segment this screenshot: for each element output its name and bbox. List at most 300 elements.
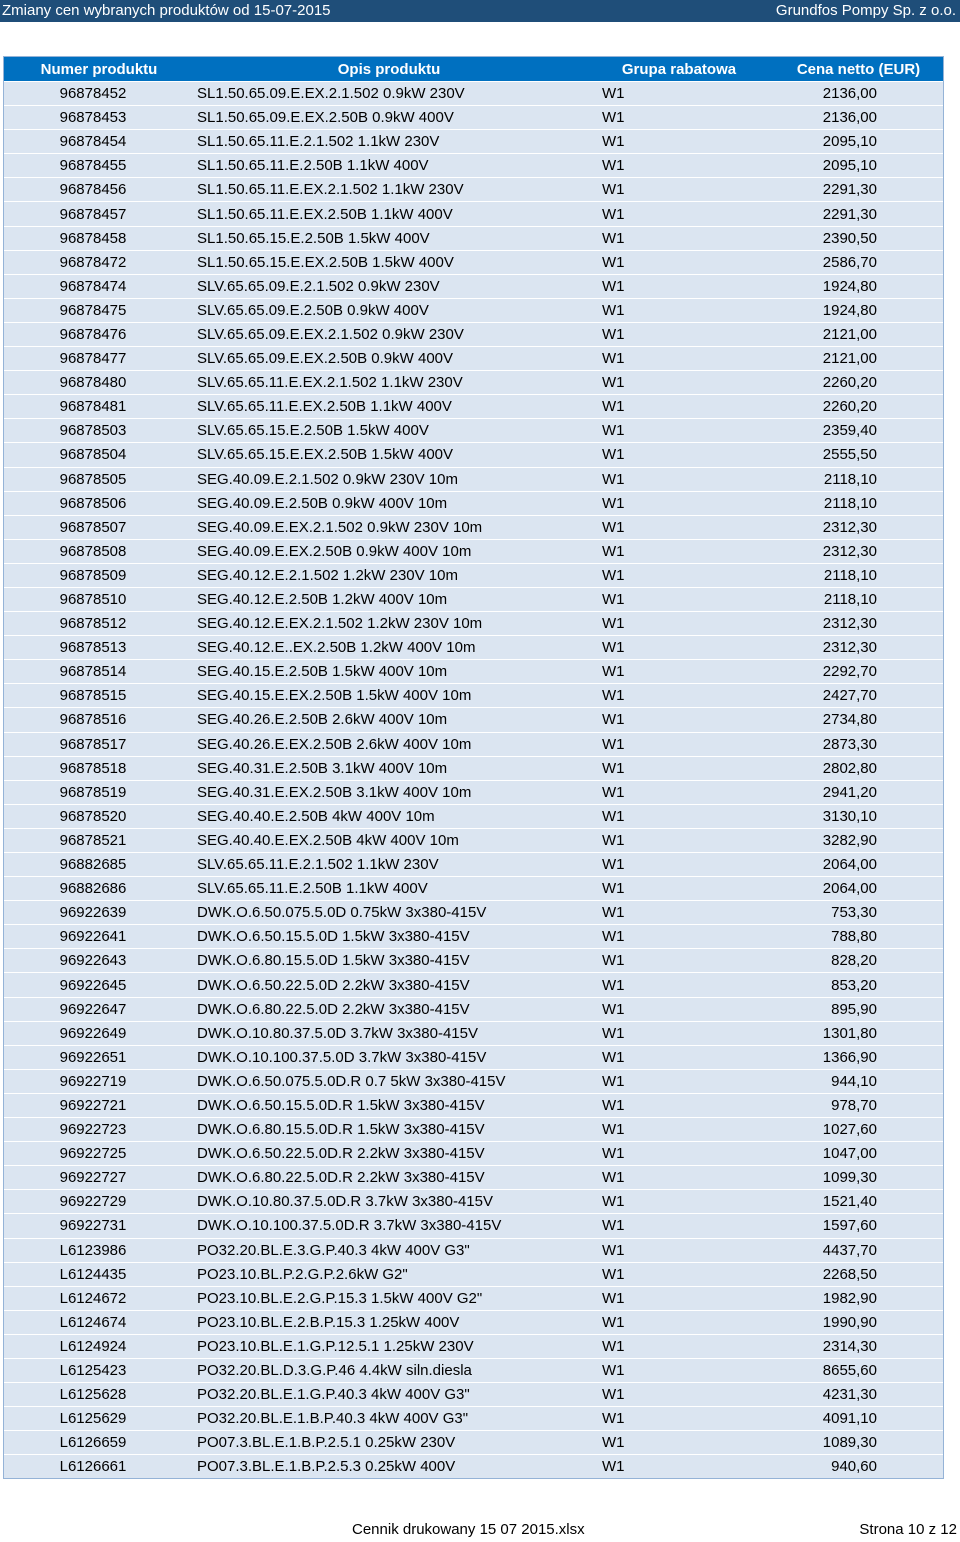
table-row bbox=[4, 587, 943, 611]
product-number-cell: 96878515 bbox=[4, 684, 194, 708]
price-cell: 2359,40 bbox=[774, 419, 943, 443]
product-number-cell: 96922643 bbox=[4, 949, 194, 973]
product-number-cell: 96878453 bbox=[4, 106, 194, 130]
product-number-cell: 96878520 bbox=[4, 804, 194, 828]
price-cell: 4231,30 bbox=[774, 1383, 943, 1407]
product-number-cell: L6124435 bbox=[4, 1262, 194, 1286]
price-cell: 2136,00 bbox=[774, 82, 943, 106]
price-cell: 1924,80 bbox=[774, 298, 943, 322]
discount-group-cell: W1 bbox=[584, 1286, 774, 1310]
price-cell: 2136,00 bbox=[774, 106, 943, 130]
description-cell: SEG.40.09.E.2.50B 0.9kW 400V 10m bbox=[194, 491, 584, 515]
price-cell: 2118,10 bbox=[774, 587, 943, 611]
description-cell: SL1.50.65.11.E.EX.2.50B 1.1kW 400V bbox=[194, 202, 584, 226]
table-row bbox=[4, 901, 943, 925]
discount-group-cell: W1 bbox=[584, 515, 774, 539]
price-cell: 2064,00 bbox=[774, 877, 943, 901]
price-cell: 1099,30 bbox=[774, 1166, 943, 1190]
table-row bbox=[4, 1455, 943, 1479]
discount-group-cell: W1 bbox=[584, 347, 774, 371]
discount-group-cell: W1 bbox=[584, 1214, 774, 1238]
table-body bbox=[4, 82, 943, 1479]
product-number-cell: 96922645 bbox=[4, 973, 194, 997]
description-cell: SL1.50.65.09.E.EX.2.50B 0.9kW 400V bbox=[194, 106, 584, 130]
discount-group-cell: W1 bbox=[584, 1069, 774, 1093]
discount-group-cell: W1 bbox=[584, 419, 774, 443]
product-number-cell: 96878475 bbox=[4, 298, 194, 322]
table-row bbox=[4, 1045, 943, 1069]
price-cell: 1924,80 bbox=[774, 274, 943, 298]
discount-group-cell: W1 bbox=[584, 82, 774, 106]
file-name: Cennik drukowany 15 07 2015.xlsx bbox=[352, 1521, 585, 1538]
table-row bbox=[4, 154, 943, 178]
discount-group-cell: W1 bbox=[584, 612, 774, 636]
product-number-cell: 96878509 bbox=[4, 563, 194, 587]
column-header-discount-group: Grupa rabatowa bbox=[584, 57, 774, 82]
table-row bbox=[4, 1021, 943, 1045]
discount-group-cell: W1 bbox=[584, 563, 774, 587]
price-cell: 2586,70 bbox=[774, 250, 943, 274]
product-number-cell: 96878514 bbox=[4, 660, 194, 684]
product-number-cell: 96922731 bbox=[4, 1214, 194, 1238]
table-row bbox=[4, 1334, 943, 1358]
table-row bbox=[4, 226, 943, 250]
description-cell: DWK.O.10.100.37.5.0D 3.7kW 3x380-415V bbox=[194, 1045, 584, 1069]
column-header-description: Opis produktu bbox=[194, 57, 584, 82]
discount-group-cell: W1 bbox=[584, 925, 774, 949]
price-cell: 2095,10 bbox=[774, 154, 943, 178]
table-row bbox=[4, 1262, 943, 1286]
discount-group-cell: W1 bbox=[584, 1045, 774, 1069]
price-cell: 2291,30 bbox=[774, 178, 943, 202]
product-number-cell: L6126659 bbox=[4, 1431, 194, 1455]
description-cell: DWK.O.6.50.15.5.0D 1.5kW 3x380-415V bbox=[194, 925, 584, 949]
table-row bbox=[4, 443, 943, 467]
description-cell: DWK.O.10.80.37.5.0D 3.7kW 3x380-415V bbox=[194, 1021, 584, 1045]
discount-group-cell: W1 bbox=[584, 684, 774, 708]
column-header-net-price: Cena netto (EUR) bbox=[774, 57, 943, 82]
table-header-row bbox=[4, 57, 943, 82]
price-cell: 2118,10 bbox=[774, 563, 943, 587]
discount-group-cell: W1 bbox=[584, 226, 774, 250]
price-cell: 1089,30 bbox=[774, 1431, 943, 1455]
product-number-cell: 96922649 bbox=[4, 1021, 194, 1045]
description-cell: SL1.50.65.11.E.2.50B 1.1kW 400V bbox=[194, 154, 584, 178]
description-cell: SEG.40.12.E.2.1.502 1.2kW 230V 10m bbox=[194, 563, 584, 587]
description-cell: SLV.65.65.09.E.2.50B 0.9kW 400V bbox=[194, 298, 584, 322]
description-cell: SLV.65.65.09.E.2.1.502 0.9kW 230V bbox=[194, 274, 584, 298]
table-row bbox=[4, 1383, 943, 1407]
table-row bbox=[4, 853, 943, 877]
table-row bbox=[4, 612, 943, 636]
discount-group-cell: W1 bbox=[584, 636, 774, 660]
price-cell: 2121,00 bbox=[774, 347, 943, 371]
product-number-cell: L6124672 bbox=[4, 1286, 194, 1310]
discount-group-cell: W1 bbox=[584, 587, 774, 611]
price-cell: 753,30 bbox=[774, 901, 943, 925]
price-cell: 2734,80 bbox=[774, 708, 943, 732]
product-number-cell: 96922651 bbox=[4, 1045, 194, 1069]
product-number-cell: L6126661 bbox=[4, 1455, 194, 1479]
table-row bbox=[4, 660, 943, 684]
description-cell: PO23.10.BL.E.2.G.P.15.3 1.5kW 400V G2" bbox=[194, 1286, 584, 1310]
discount-group-cell: W1 bbox=[584, 1383, 774, 1407]
product-number-cell: 96878477 bbox=[4, 347, 194, 371]
table-row bbox=[4, 684, 943, 708]
description-cell: SEG.40.40.E.2.50B 4kW 400V 10m bbox=[194, 804, 584, 828]
column-header-product-number: Numer produktu bbox=[4, 57, 194, 82]
product-number-cell: 96878457 bbox=[4, 202, 194, 226]
price-cell: 2555,50 bbox=[774, 443, 943, 467]
product-number-cell: 96878476 bbox=[4, 322, 194, 346]
price-cell: 1047,00 bbox=[774, 1142, 943, 1166]
table-row bbox=[4, 1190, 943, 1214]
description-cell: SEG.40.31.E.EX.2.50B 3.1kW 400V 10m bbox=[194, 780, 584, 804]
description-cell: DWK.O.6.80.15.5.0D 1.5kW 3x380-415V bbox=[194, 949, 584, 973]
company-name: Grundfos Pompy Sp. z o.o. bbox=[775, 2, 956, 19]
description-cell: DWK.O.10.100.37.5.0D.R 3.7kW 3x380-415V bbox=[194, 1214, 584, 1238]
product-number-cell: 96878480 bbox=[4, 371, 194, 395]
discount-group-cell: W1 bbox=[584, 154, 774, 178]
table-row bbox=[4, 467, 943, 491]
table-row bbox=[4, 419, 943, 443]
price-cell: 2312,30 bbox=[774, 539, 943, 563]
product-number-cell: L6124674 bbox=[4, 1310, 194, 1334]
discount-group-cell: W1 bbox=[584, 732, 774, 756]
product-number-cell: 96878474 bbox=[4, 274, 194, 298]
table-row bbox=[4, 1286, 943, 1310]
discount-group-cell: W1 bbox=[584, 877, 774, 901]
description-cell: PO07.3.BL.E.1.B.P.2.5.1 0.25kW 230V bbox=[194, 1431, 584, 1455]
product-number-cell: 96922721 bbox=[4, 1093, 194, 1117]
product-number-cell: 96878516 bbox=[4, 708, 194, 732]
product-number-cell: 96878472 bbox=[4, 250, 194, 274]
product-number-cell: 96922729 bbox=[4, 1190, 194, 1214]
table-row bbox=[4, 539, 943, 563]
product-number-cell: 96878458 bbox=[4, 226, 194, 250]
description-cell: DWK.O.6.80.22.5.0D.R 2.2kW 3x380-415V bbox=[194, 1166, 584, 1190]
table-row bbox=[4, 82, 943, 106]
product-number-cell: 96878508 bbox=[4, 539, 194, 563]
product-number-cell: 96922719 bbox=[4, 1069, 194, 1093]
discount-group-cell: W1 bbox=[584, 443, 774, 467]
discount-group-cell: W1 bbox=[584, 467, 774, 491]
product-number-cell: 96882686 bbox=[4, 877, 194, 901]
product-number-cell: L6125629 bbox=[4, 1407, 194, 1431]
price-cell: 1990,90 bbox=[774, 1310, 943, 1334]
product-number-cell: L6125423 bbox=[4, 1358, 194, 1382]
description-cell: DWK.O.6.50.22.5.0D 2.2kW 3x380-415V bbox=[194, 973, 584, 997]
table-row bbox=[4, 1238, 943, 1262]
product-number-cell: 96922727 bbox=[4, 1166, 194, 1190]
price-cell: 3282,90 bbox=[774, 828, 943, 852]
description-cell: SL1.50.65.15.E.2.50B 1.5kW 400V bbox=[194, 226, 584, 250]
table-row bbox=[4, 949, 943, 973]
table-row bbox=[4, 636, 943, 660]
description-cell: SEG.40.09.E.EX.2.1.502 0.9kW 230V 10m bbox=[194, 515, 584, 539]
discount-group-cell: W1 bbox=[584, 202, 774, 226]
discount-group-cell: W1 bbox=[584, 853, 774, 877]
price-cell: 2314,30 bbox=[774, 1334, 943, 1358]
discount-group-cell: W1 bbox=[584, 1407, 774, 1431]
description-cell: SL1.50.65.11.E.2.1.502 1.1kW 230V bbox=[194, 130, 584, 154]
discount-group-cell: W1 bbox=[584, 322, 774, 346]
description-cell: SL1.50.65.09.E.EX.2.1.502 0.9kW 230V bbox=[194, 82, 584, 106]
table-row bbox=[4, 973, 943, 997]
product-number-cell: 96878512 bbox=[4, 612, 194, 636]
table-row bbox=[4, 491, 943, 515]
discount-group-cell: W1 bbox=[584, 1142, 774, 1166]
discount-group-cell: W1 bbox=[584, 178, 774, 202]
discount-group-cell: W1 bbox=[584, 1238, 774, 1262]
table-row bbox=[4, 371, 943, 395]
discount-group-cell: W1 bbox=[584, 1431, 774, 1455]
price-cell: 2312,30 bbox=[774, 515, 943, 539]
discount-group-cell: W1 bbox=[584, 780, 774, 804]
discount-group-cell: W1 bbox=[584, 371, 774, 395]
table-row bbox=[4, 1142, 943, 1166]
description-cell: PO32.20.BL.E.3.G.P.40.3 4kW 400V G3" bbox=[194, 1238, 584, 1262]
discount-group-cell: W1 bbox=[584, 1021, 774, 1045]
table-row bbox=[4, 563, 943, 587]
price-cell: 2312,30 bbox=[774, 612, 943, 636]
price-cell: 8655,60 bbox=[774, 1358, 943, 1382]
table-row bbox=[4, 804, 943, 828]
discount-group-cell: W1 bbox=[584, 756, 774, 780]
price-cell: 2427,70 bbox=[774, 684, 943, 708]
description-cell: SLV.65.65.11.E.EX.2.50B 1.1kW 400V bbox=[194, 395, 584, 419]
description-cell: SLV.65.65.11.E.2.1.502 1.1kW 230V bbox=[194, 853, 584, 877]
description-cell: DWK.O.6.50.075.5.0D.R 0.7 5kW 3x380-415V bbox=[194, 1069, 584, 1093]
discount-group-cell: W1 bbox=[584, 1166, 774, 1190]
discount-group-cell: W1 bbox=[584, 106, 774, 130]
product-number-cell: 96878518 bbox=[4, 756, 194, 780]
page-header bbox=[0, 0, 960, 22]
table-row bbox=[4, 202, 943, 226]
description-cell: SLV.65.65.11.E.2.50B 1.1kW 400V bbox=[194, 877, 584, 901]
price-cell: 1521,40 bbox=[774, 1190, 943, 1214]
product-number-cell: 96878456 bbox=[4, 178, 194, 202]
discount-group-cell: W1 bbox=[584, 1190, 774, 1214]
description-cell: SEG.40.12.E..EX.2.50B 1.2kW 400V 10m bbox=[194, 636, 584, 660]
table-row bbox=[4, 322, 943, 346]
product-number-cell: 96878507 bbox=[4, 515, 194, 539]
description-cell: SEG.40.12.E.EX.2.1.502 1.2kW 230V 10m bbox=[194, 612, 584, 636]
description-cell: PO32.20.BL.D.3.G.P.46 4.4kW siln.diesla bbox=[194, 1358, 584, 1382]
table-row bbox=[4, 828, 943, 852]
product-number-cell: 96922725 bbox=[4, 1142, 194, 1166]
price-cell: 2118,10 bbox=[774, 491, 943, 515]
price-cell: 1366,90 bbox=[774, 1045, 943, 1069]
table-row bbox=[4, 130, 943, 154]
price-cell: 1597,60 bbox=[774, 1214, 943, 1238]
table-row bbox=[4, 1407, 943, 1431]
product-number-cell: 96922639 bbox=[4, 901, 194, 925]
description-cell: SLV.65.65.15.E.EX.2.50B 1.5kW 400V bbox=[194, 443, 584, 467]
price-cell: 2873,30 bbox=[774, 732, 943, 756]
price-cell: 2268,50 bbox=[774, 1262, 943, 1286]
price-cell: 3130,10 bbox=[774, 804, 943, 828]
description-cell: SEG.40.09.E.EX.2.50B 0.9kW 400V 10m bbox=[194, 539, 584, 563]
description-cell: SL1.50.65.11.E.EX.2.1.502 1.1kW 230V bbox=[194, 178, 584, 202]
discount-group-cell: W1 bbox=[584, 997, 774, 1021]
product-number-cell: 96922647 bbox=[4, 997, 194, 1021]
table-row bbox=[4, 298, 943, 322]
table-row bbox=[4, 1310, 943, 1334]
table-row bbox=[4, 780, 943, 804]
product-number-cell: L6124924 bbox=[4, 1334, 194, 1358]
description-cell: SEG.40.26.E.2.50B 2.6kW 400V 10m bbox=[194, 708, 584, 732]
page-footer bbox=[0, 1519, 960, 1539]
discount-group-cell: W1 bbox=[584, 539, 774, 563]
price-cell: 2291,30 bbox=[774, 202, 943, 226]
discount-group-cell: W1 bbox=[584, 491, 774, 515]
table-row bbox=[4, 708, 943, 732]
description-cell: SL1.50.65.15.E.EX.2.50B 1.5kW 400V bbox=[194, 250, 584, 274]
price-cell: 895,90 bbox=[774, 997, 943, 1021]
product-number-cell: 96878521 bbox=[4, 828, 194, 852]
table-row bbox=[4, 1431, 943, 1455]
discount-group-cell: W1 bbox=[584, 1262, 774, 1286]
description-cell: PO07.3.BL.E.1.B.P.2.5.3 0.25kW 400V bbox=[194, 1455, 584, 1479]
table-row bbox=[4, 106, 943, 130]
price-cell: 788,80 bbox=[774, 925, 943, 949]
description-cell: SEG.40.09.E.2.1.502 0.9kW 230V 10m bbox=[194, 467, 584, 491]
description-cell: PO23.10.BL.E.2.B.P.15.3 1.25kW 400V bbox=[194, 1310, 584, 1334]
discount-group-cell: W1 bbox=[584, 274, 774, 298]
discount-group-cell: W1 bbox=[584, 1093, 774, 1117]
product-number-cell: 96878519 bbox=[4, 780, 194, 804]
discount-group-cell: W1 bbox=[584, 395, 774, 419]
price-table-container bbox=[3, 56, 944, 1479]
product-number-cell: 96878510 bbox=[4, 587, 194, 611]
table-row bbox=[4, 515, 943, 539]
price-cell: 944,10 bbox=[774, 1069, 943, 1093]
price-cell: 2390,50 bbox=[774, 226, 943, 250]
table-row bbox=[4, 250, 943, 274]
table-row bbox=[4, 1118, 943, 1142]
document-title: Zmiany cen wybranych produktów od 15-07-2015 bbox=[2, 2, 331, 19]
product-number-cell: 96922641 bbox=[4, 925, 194, 949]
description-cell: PO32.20.BL.E.1.G.P.40.3 4kW 400V G3" bbox=[194, 1383, 584, 1407]
description-cell: SEG.40.12.E.2.50B 1.2kW 400V 10m bbox=[194, 587, 584, 611]
discount-group-cell: W1 bbox=[584, 1118, 774, 1142]
product-number-cell: 96878481 bbox=[4, 395, 194, 419]
price-cell: 4091,10 bbox=[774, 1407, 943, 1431]
table-row bbox=[4, 274, 943, 298]
table-row bbox=[4, 1166, 943, 1190]
price-cell: 2064,00 bbox=[774, 853, 943, 877]
description-cell: PO32.20.BL.E.1.B.P.40.3 4kW 400V G3" bbox=[194, 1407, 584, 1431]
discount-group-cell: W1 bbox=[584, 1334, 774, 1358]
description-cell: SEG.40.26.E.EX.2.50B 2.6kW 400V 10m bbox=[194, 732, 584, 756]
description-cell: DWK.O.10.80.37.5.0D.R 3.7kW 3x380-415V bbox=[194, 1190, 584, 1214]
discount-group-cell: W1 bbox=[584, 828, 774, 852]
table-row bbox=[4, 395, 943, 419]
discount-group-cell: W1 bbox=[584, 973, 774, 997]
discount-group-cell: W1 bbox=[584, 804, 774, 828]
table-row bbox=[4, 347, 943, 371]
price-cell: 853,20 bbox=[774, 973, 943, 997]
description-cell: DWK.O.6.50.15.5.0D.R 1.5kW 3x380-415V bbox=[194, 1093, 584, 1117]
table-row bbox=[4, 925, 943, 949]
product-number-cell: 96878504 bbox=[4, 443, 194, 467]
product-number-cell: L6123986 bbox=[4, 1238, 194, 1262]
price-cell: 978,70 bbox=[774, 1093, 943, 1117]
product-number-cell: 96882685 bbox=[4, 853, 194, 877]
product-number-cell: 96878454 bbox=[4, 130, 194, 154]
description-cell: DWK.O.6.50.075.5.0D 0.75kW 3x380-415V bbox=[194, 901, 584, 925]
product-number-cell: 96878455 bbox=[4, 154, 194, 178]
discount-group-cell: W1 bbox=[584, 130, 774, 154]
discount-group-cell: W1 bbox=[584, 1455, 774, 1479]
product-number-cell: L6125628 bbox=[4, 1383, 194, 1407]
price-cell: 2095,10 bbox=[774, 130, 943, 154]
discount-group-cell: W1 bbox=[584, 298, 774, 322]
price-cell: 2941,20 bbox=[774, 780, 943, 804]
description-cell: DWK.O.6.80.22.5.0D 2.2kW 3x380-415V bbox=[194, 997, 584, 1021]
description-cell: SLV.65.65.09.E.EX.2.50B 0.9kW 400V bbox=[194, 347, 584, 371]
table-row bbox=[4, 1358, 943, 1382]
price-cell: 2121,00 bbox=[774, 322, 943, 346]
table-row bbox=[4, 178, 943, 202]
price-cell: 1027,60 bbox=[774, 1118, 943, 1142]
price-cell: 828,20 bbox=[774, 949, 943, 973]
description-cell: PO23.10.BL.E.1.G.P.12.5.1 1.25kW 230V bbox=[194, 1334, 584, 1358]
price-cell: 2802,80 bbox=[774, 756, 943, 780]
price-cell: 940,60 bbox=[774, 1455, 943, 1479]
discount-group-cell: W1 bbox=[584, 660, 774, 684]
description-cell: SLV.65.65.15.E.2.50B 1.5kW 400V bbox=[194, 419, 584, 443]
discount-group-cell: W1 bbox=[584, 708, 774, 732]
discount-group-cell: W1 bbox=[584, 901, 774, 925]
price-cell: 1301,80 bbox=[774, 1021, 943, 1045]
discount-group-cell: W1 bbox=[584, 949, 774, 973]
page-number: Strona 10 z 12 bbox=[859, 1521, 957, 1538]
description-cell: PO23.10.BL.P.2.G.P.2.6kW G2" bbox=[194, 1262, 584, 1286]
discount-group-cell: W1 bbox=[584, 1310, 774, 1334]
description-cell: SEG.40.31.E.2.50B 3.1kW 400V 10m bbox=[194, 756, 584, 780]
table-row bbox=[4, 732, 943, 756]
table-row bbox=[4, 1214, 943, 1238]
price-table bbox=[4, 57, 943, 1478]
table-row bbox=[4, 1093, 943, 1117]
description-cell: SLV.65.65.09.E.EX.2.1.502 0.9kW 230V bbox=[194, 322, 584, 346]
description-cell: SEG.40.15.E.EX.2.50B 1.5kW 400V 10m bbox=[194, 684, 584, 708]
description-cell: SEG.40.15.E.2.50B 1.5kW 400V 10m bbox=[194, 660, 584, 684]
description-cell: DWK.O.6.80.15.5.0D.R 1.5kW 3x380-415V bbox=[194, 1118, 584, 1142]
price-cell: 1982,90 bbox=[774, 1286, 943, 1310]
product-number-cell: 96878452 bbox=[4, 82, 194, 106]
product-number-cell: 96878506 bbox=[4, 491, 194, 515]
product-number-cell: 96878505 bbox=[4, 467, 194, 491]
price-cell: 2260,20 bbox=[774, 371, 943, 395]
price-cell: 2260,20 bbox=[774, 395, 943, 419]
price-cell: 2312,30 bbox=[774, 636, 943, 660]
table-row bbox=[4, 877, 943, 901]
discount-group-cell: W1 bbox=[584, 1358, 774, 1382]
description-cell: DWK.O.6.50.22.5.0D.R 2.2kW 3x380-415V bbox=[194, 1142, 584, 1166]
table-row bbox=[4, 756, 943, 780]
description-cell: SLV.65.65.11.E.EX.2.1.502 1.1kW 230V bbox=[194, 371, 584, 395]
product-number-cell: 96878513 bbox=[4, 636, 194, 660]
price-cell: 2118,10 bbox=[774, 467, 943, 491]
discount-group-cell: W1 bbox=[584, 250, 774, 274]
description-cell: SEG.40.40.E.EX.2.50B 4kW 400V 10m bbox=[194, 828, 584, 852]
price-cell: 4437,70 bbox=[774, 1238, 943, 1262]
price-cell: 2292,70 bbox=[774, 660, 943, 684]
product-number-cell: 96922723 bbox=[4, 1118, 194, 1142]
